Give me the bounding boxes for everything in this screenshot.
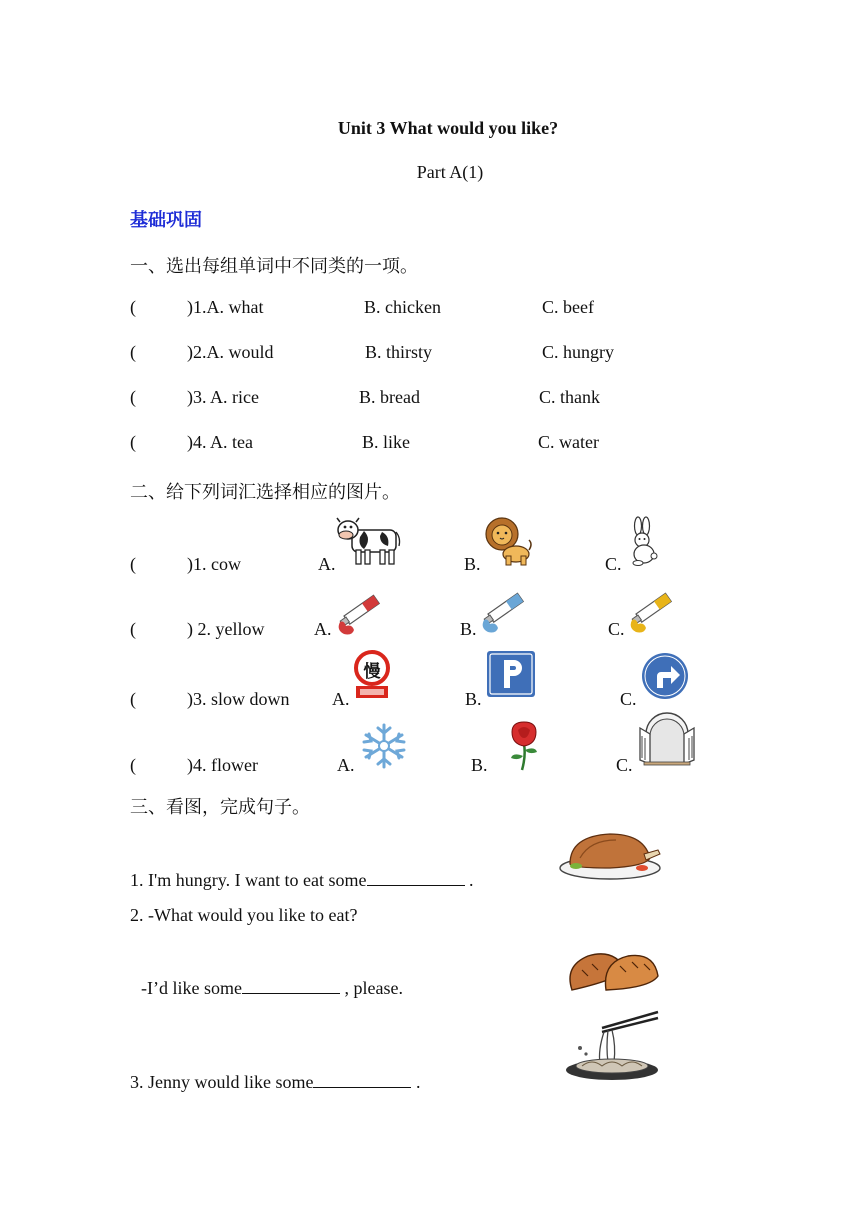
option-a-label: A. bbox=[318, 554, 336, 574]
answer-paren[interactable]: ( bbox=[130, 554, 136, 574]
answer-paren[interactable]: ( bbox=[130, 387, 136, 407]
answer-blank-2[interactable] bbox=[242, 977, 340, 994]
snowflake-icon bbox=[360, 722, 408, 770]
section-label: 基础巩固 bbox=[130, 210, 202, 231]
sentence-1-end: . bbox=[464, 870, 474, 890]
answer-paren[interactable]: ( bbox=[130, 297, 136, 317]
noodles-icon bbox=[562, 1008, 662, 1082]
bread-icon bbox=[566, 946, 660, 996]
sentence-1-text: 1. I'm hungry. I want to eat some bbox=[130, 870, 367, 890]
question-option-a: )3. A. rice bbox=[187, 387, 259, 407]
option-b-label: B. bbox=[465, 689, 482, 709]
question-option-c: C. hungry bbox=[542, 342, 614, 362]
roast-chicken-icon bbox=[558, 828, 664, 882]
question-option-a: )4. A. tea bbox=[187, 432, 253, 452]
option-a-label: A. bbox=[314, 619, 332, 639]
rose-icon bbox=[504, 720, 544, 772]
slow-sign-text: 慢 bbox=[363, 662, 381, 682]
option-b-label: B. bbox=[460, 619, 477, 639]
option-c-label: C. bbox=[605, 554, 622, 574]
parking-sign-icon bbox=[486, 650, 536, 698]
question-option-b: B. like bbox=[362, 432, 410, 452]
cow-icon bbox=[336, 516, 402, 566]
question-option-c: C. beef bbox=[542, 297, 594, 317]
question-word: )3. slow down bbox=[187, 689, 290, 709]
question-option-b: B. bread bbox=[359, 387, 420, 407]
answer-paren[interactable]: ( bbox=[130, 342, 136, 362]
sentence-2 bbox=[141, 977, 403, 999]
section3-heading: 三、看图，完成句子。 bbox=[130, 797, 310, 818]
sentence-2-prompt: 2. -What would you like to eat? bbox=[130, 905, 358, 925]
option-a-label: A. bbox=[332, 689, 350, 709]
sentence-3-text: 3. Jenny would like some bbox=[130, 1072, 314, 1092]
page-title: Unit 3 What would you like? bbox=[337, 118, 559, 138]
sentence-2-end: , please. bbox=[339, 978, 403, 998]
red-paint-tube-icon bbox=[336, 588, 390, 636]
window-icon bbox=[638, 722, 696, 766]
answer-paren[interactable]: ( bbox=[130, 619, 136, 639]
answer-blank-1[interactable] bbox=[367, 869, 465, 886]
option-a-label: A. bbox=[337, 755, 355, 775]
option-c-label: C. bbox=[608, 619, 625, 639]
option-b-label: B. bbox=[471, 755, 488, 775]
sentence-2-text: -I’d like some bbox=[141, 978, 242, 998]
rabbit-icon bbox=[624, 518, 660, 566]
question-option-a: )2.A. would bbox=[187, 342, 274, 362]
question-option-b: B. thirsty bbox=[365, 342, 433, 362]
answer-paren[interactable]: ( bbox=[130, 755, 136, 775]
sentence-3 bbox=[130, 1071, 420, 1093]
page-subtitle: Part A(1) bbox=[416, 162, 484, 182]
question-option-c: C. water bbox=[538, 432, 599, 452]
answer-paren[interactable]: ( bbox=[130, 432, 136, 452]
sentence-3-end: . bbox=[411, 1072, 421, 1092]
blue-paint-tube-icon bbox=[480, 586, 534, 634]
option-c-label: C. bbox=[616, 755, 633, 775]
option-b-label: B. bbox=[464, 554, 481, 574]
answer-blank-3[interactable] bbox=[313, 1071, 411, 1088]
lion-icon bbox=[484, 516, 532, 566]
section1-heading: 一、选出每组单词中不同类的一项。 bbox=[130, 256, 418, 277]
sentence-1 bbox=[130, 869, 474, 891]
question-option-b: B. chicken bbox=[364, 297, 441, 317]
section2-heading: 二、给下列词汇选择相应的图片。 bbox=[130, 482, 400, 503]
question-option-c: C. thank bbox=[539, 387, 600, 407]
question-word: )1. cow bbox=[187, 554, 241, 574]
question-word: ) 2. yellow bbox=[187, 619, 265, 639]
question-option-a: )1.A. what bbox=[187, 297, 264, 317]
yellow-paint-tube-icon bbox=[628, 586, 684, 634]
answer-paren[interactable]: ( bbox=[130, 689, 136, 709]
option-c-label: C. bbox=[620, 689, 637, 709]
question-word: )4. flower bbox=[187, 755, 258, 775]
turn-right-sign-icon bbox=[640, 652, 690, 700]
